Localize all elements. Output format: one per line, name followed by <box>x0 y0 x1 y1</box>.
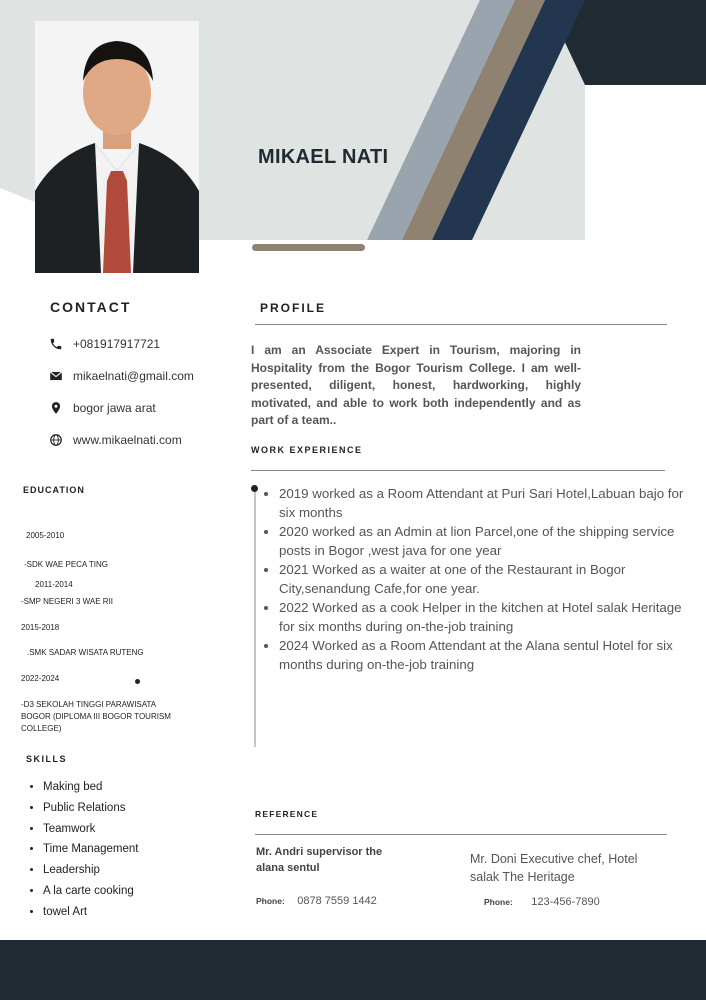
contact-phone <box>49 335 160 353</box>
skills-list <box>26 777 138 923</box>
skill-item: • A la carte cooking <box>43 881 138 902</box>
work-item: • 2019 worked as a Room Attendant at Puri Sari Hotel,Labuan bajo for six months <box>279 484 691 522</box>
reference-divider <box>255 834 667 835</box>
reference-2-name: Mr. Doni Executive chef, Hotel salak The Heritage <box>470 852 638 884</box>
edu-school-4 <box>21 699 171 735</box>
contact-heading: CONTACT <box>50 299 132 315</box>
edu-school-1: -SDK WAE PECA TING <box>24 560 109 569</box>
edu-years-3: 2015-2018 <box>21 623 60 632</box>
work-item: • 2022 Worked as a cook Helper in the kitchen at Hotel salak Heritage for six months during on-the-job training <box>279 598 691 636</box>
profile-text: I am an Associate Expert in Tourism, majoring in Hospitality from the Bogor Tourism College. I am well-presented, diligent, honest, hardworking, highly motivated, and able to work both independently and as part of a team.. <box>251 343 581 427</box>
skill-item: • Public Relations <box>43 798 138 819</box>
contact-website <box>49 431 182 449</box>
phone-icon <box>49 337 63 351</box>
work-experience-heading: WORK EXPERIENCE <box>251 445 363 455</box>
timeline-line <box>254 485 256 747</box>
contact-address <box>49 399 156 417</box>
reference-2-phone-value: 123-456-7890 <box>531 896 600 908</box>
reference-2-phone-label: Phone: <box>484 897 513 907</box>
skill-item: • Time Management <box>43 839 138 860</box>
contact-email <box>49 367 194 385</box>
profile-photo <box>35 21 199 273</box>
envelope-icon <box>49 369 63 383</box>
decor-dot <box>135 679 140 684</box>
name-underline-bar <box>252 244 365 251</box>
edu-years-2: 2011-2014 <box>35 580 73 589</box>
profile-divider <box>255 324 667 325</box>
education-heading: EDUCATION <box>23 485 85 495</box>
edu-school-3: .SMK SADAR WISATA RUTENG <box>27 648 144 657</box>
work-item: • 2020 worked as an Admin at lion Parcel,one of the shipping service posts in Bogor ,west java for one year <box>279 522 691 560</box>
timeline-dot <box>251 485 258 492</box>
globe-icon <box>49 433 63 447</box>
reference-1-name: Mr. Andri supervisor the alana sentul <box>256 846 383 874</box>
reference-heading: REFERENCE <box>255 809 319 819</box>
work-item: • 2021 Worked as a waiter at one of the Restaurant in Bogor City,senandung Cafe,for one year. <box>279 560 691 598</box>
reference-1-phone-label: Phone: <box>256 896 285 906</box>
reference-2-phone <box>484 892 600 910</box>
address-text: bogor jawa arat <box>73 401 156 415</box>
profile-heading: PROFILE <box>260 301 327 315</box>
edu-school-4-line3: COLLEGE) <box>21 724 62 733</box>
location-pin-icon <box>49 401 63 415</box>
reference-1-phone <box>256 891 377 909</box>
edu-years-4: 2022-2024 <box>21 674 60 683</box>
website-text: www.mikaelnati.com <box>73 433 182 447</box>
work-divider <box>251 470 665 471</box>
phone-text: +081917917721 <box>73 337 161 351</box>
edu-school-4-line2: BOGOR (DIPLOMA III BOGOR TOURISM <box>21 712 171 721</box>
email-text: mikaelnati@gmail.com <box>73 369 194 383</box>
work-experience-list <box>262 484 691 674</box>
skills-heading: SKILLS <box>26 754 68 764</box>
skill-item: • Making bed <box>43 777 138 798</box>
skill-item: • Leadership <box>43 860 138 881</box>
work-item: • 2024 Worked as a Room Attendant at the Alana sentul Hotel for six months during on-the-job training <box>279 636 691 674</box>
candidate-name: MIKAEL NATI <box>258 146 389 168</box>
edu-school-2: -SMP NEGERI 3 WAE RII <box>21 597 114 606</box>
edu-years-1: 2005-2010 <box>26 531 65 540</box>
footer-bar <box>0 940 706 1000</box>
skill-item: • Teamwork <box>43 819 138 840</box>
skill-item: • towel Art <box>43 902 138 923</box>
reference-1-phone-value: 0878 7559 1442 <box>297 895 377 907</box>
edu-school-4-line1: -D3 SEKOLAH TINGGI PARAWISATA <box>21 700 157 709</box>
